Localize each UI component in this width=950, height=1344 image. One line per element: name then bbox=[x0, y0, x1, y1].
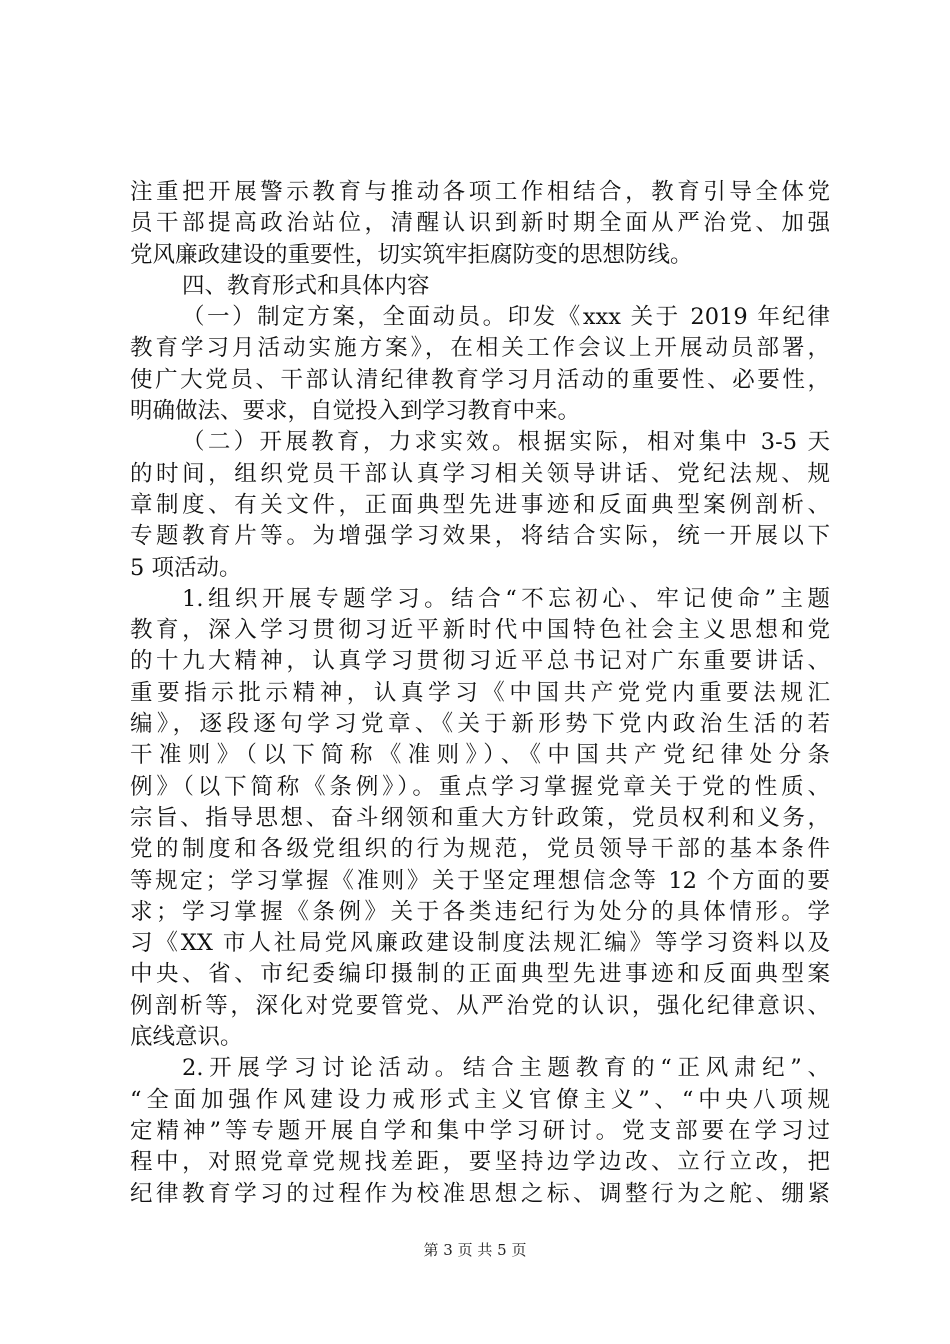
text-line: 编》，逐段逐句学习党章、《关于新形势下党内政治生活的若 bbox=[130, 711, 830, 738]
text-line: 章制度、有关文件，正面典型先进事迹和反面典型案例剖析、 bbox=[130, 491, 830, 518]
text-line: 程中，对照党章党规找差距，要坚持边学边改、立行立改，把 bbox=[130, 1149, 830, 1176]
text-line: 员干部提高政治站位，清醒认识到新时期全面从严治党、加强 bbox=[130, 210, 830, 237]
text-line: 中央、省、市纪委编印摄制的正面典型先进事迹和反面典型案 bbox=[130, 961, 830, 988]
text-line: （二）开展教育，力求实效。根据实际，相对集中 3-5 天 bbox=[182, 429, 830, 456]
text-line: 习《XX 市人社局党风廉政建设制度法规汇编》等学习资料以及 bbox=[130, 930, 830, 957]
text-line: 重要指示批示精神，认真学习《中国共产党党内重要法规汇 bbox=[130, 679, 830, 706]
text-line: 使广大党员、干部认清纪律教育学习月活动的重要性、必要性， bbox=[130, 366, 830, 393]
text-line: 纪律教育学习的过程作为校准思想之标、调整行为之舵、绷紧 bbox=[130, 1180, 830, 1207]
text-line: 的时间，组织党员干部认真学习相关领导讲话、党纪法规、规 bbox=[130, 460, 830, 487]
text-line: 等规定；学习掌握《准则》关于坚定理想信念等 12 个方面的要 bbox=[130, 867, 830, 894]
text-line: 干准则》（以下简称《准则》）、《中国共产党纪律处分条 bbox=[130, 742, 830, 769]
text-line: 5 项活动。 bbox=[130, 554, 242, 581]
text-line: 2.开展学习讨论活动。结合主题教育的“正风肃纪”、 bbox=[182, 1055, 830, 1082]
text-line: 教育，深入学习贯彻习近平新时代中国特色社会主义思想和党 bbox=[130, 617, 830, 644]
text-line: 党的制度和各级党组织的行为规范，党员领导干部的基本条件 bbox=[130, 836, 830, 863]
text-line: （一）制定方案，全面动员。印发《xxx 关于 2019 年纪律 bbox=[182, 304, 830, 331]
text-line: 专题教育片等。为增强学习效果，将结合实际，统一开展以下 bbox=[130, 523, 830, 550]
text-line: 求；学习掌握《条例》关于各类违纪行为处分的具体情形。学 bbox=[130, 898, 830, 925]
document-body bbox=[130, 177, 830, 1210]
text-line: 教育学习月活动实施方案》，在相关工作会议上开展动员部署， bbox=[130, 335, 830, 362]
text-line: 底线意识。 bbox=[130, 1024, 243, 1051]
text-line: 注重把开展警示教育与推动各项工作相结合，教育引导全体党 bbox=[130, 179, 830, 205]
page-footer: 第 3 页 共 5 页 bbox=[423, 1241, 527, 1259]
text-line: 四、教育形式和具体内容 bbox=[182, 272, 430, 299]
text-line: 明确做法、要求，自觉投入到学习教育中来。 bbox=[130, 398, 581, 425]
text-line: 党风廉政建设的重要性，切实筑牢拒腐防变的思想防线。 bbox=[130, 241, 693, 268]
text-line: 宗旨、指导思想、奋斗纲领和重大方针政策，党员权利和义务， bbox=[130, 804, 830, 831]
text-line: 例剖析等，深化对党要管党、从严治党的认识，强化纪律意识、 bbox=[130, 992, 830, 1019]
text-line: 1.组织开展专题学习。结合“不忘初心、牢记使命”主题 bbox=[182, 585, 830, 612]
text-line: 的十九大精神，认真学习贯彻习近平总书记对广东重要讲话、 bbox=[130, 648, 830, 675]
text-line: 例》（以下简称《条例》）。重点学习掌握党章关于党的性质、 bbox=[130, 773, 830, 800]
text-line: 定精神”等专题开展自学和集中学习研讨。党支部要在学习过 bbox=[130, 1117, 830, 1144]
text-line: “全面加强作风建设力戒形式主义官僚主义”、“中央八项规 bbox=[130, 1086, 830, 1113]
